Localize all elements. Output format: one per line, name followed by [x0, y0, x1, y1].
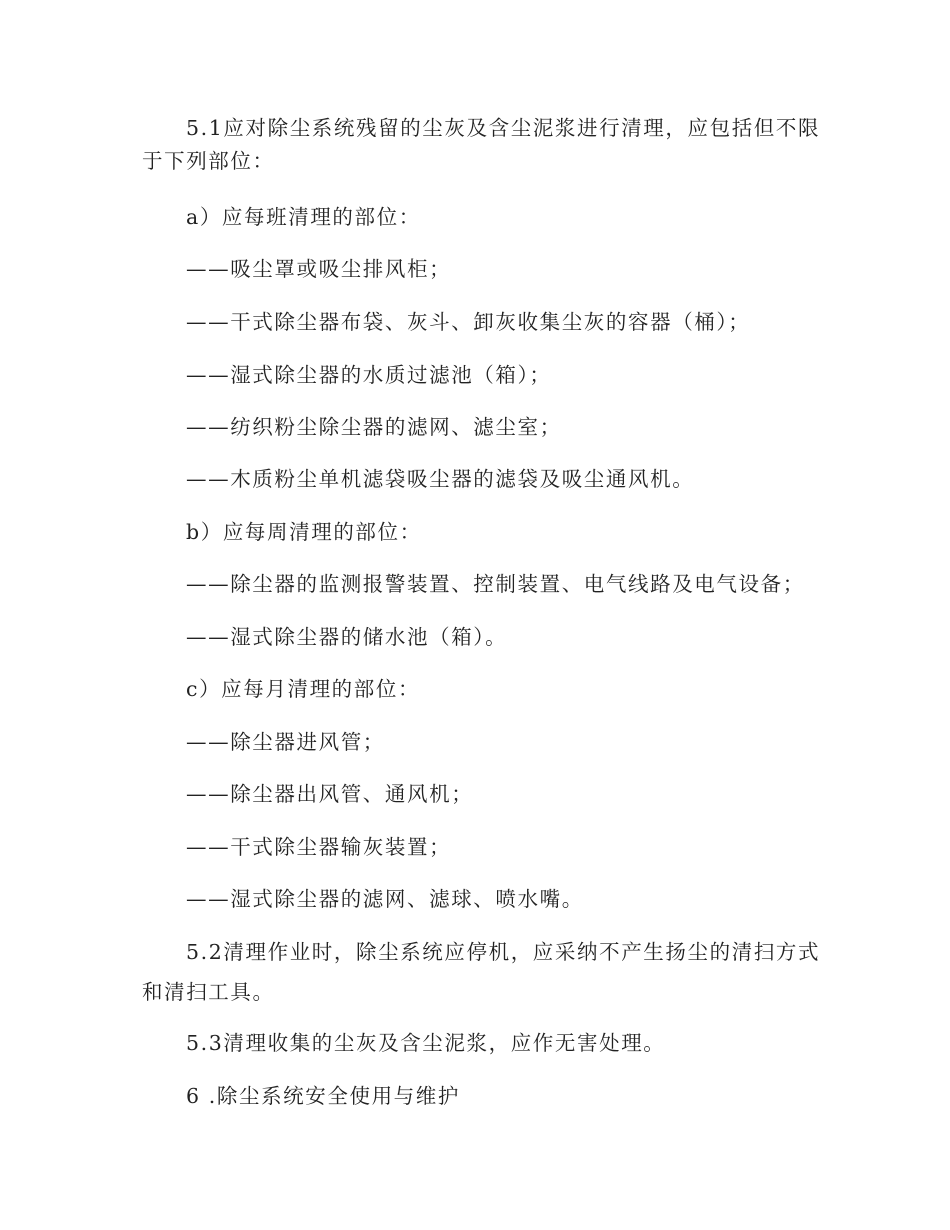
list-item: ——干式除尘器输灰装置； [186, 835, 452, 859]
paragraph-5-1-line-1: 5.1应对除尘系统残留的尘灰及含尘泥浆进行清理，应包括但不限 [186, 116, 821, 140]
list-item: ——湿式除尘器的滤网、滤球、喷水嘴。 [186, 887, 584, 911]
paragraph-5-3: 5.3清理收集的尘灰及含尘泥浆，应作无害处理。 [186, 1031, 666, 1055]
list-item: ——除尘器进风管； [186, 730, 385, 754]
list-item: ——吸尘罩或吸尘排风柜； [186, 257, 452, 281]
paragraph-5-1-line-2: 于下列部位： [142, 149, 275, 173]
list-item: ——干式除尘器布袋、灰斗、卸灰收集尘灰的容器（桶）； [186, 310, 751, 334]
section-c-heading: c）应每月清理的部位： [186, 677, 421, 701]
list-item: ——湿式除尘器的储水池（箱）。 [186, 625, 508, 649]
section-a-heading: a）应每班清理的部位： [186, 205, 421, 229]
list-item: ——湿式除尘器的水质过滤池（箱）； [186, 363, 552, 387]
paragraph-5-2-line-1: 5.2清理作业时，除尘系统应停机，应采纳不产生扬尘的清扫方式 [186, 940, 821, 964]
section-6-heading: 6 .除尘系统安全使用与维护 [186, 1084, 460, 1108]
section-b-heading: b）应每周清理的部位： [186, 520, 422, 544]
list-item: ——纺织粉尘除尘器的滤网、滤尘室； [186, 415, 562, 439]
list-item: ——木质粉尘单机滤袋吸尘器的滤袋及吸尘通风机。 [186, 467, 695, 491]
list-item: ——除尘器的监测报警装置、控制装置、电气线路及电气设备； [186, 572, 805, 596]
list-item: ——除尘器出风管、通风机； [186, 782, 474, 806]
paragraph-5-2-line-2: 和清扫工具。 [142, 980, 275, 1004]
